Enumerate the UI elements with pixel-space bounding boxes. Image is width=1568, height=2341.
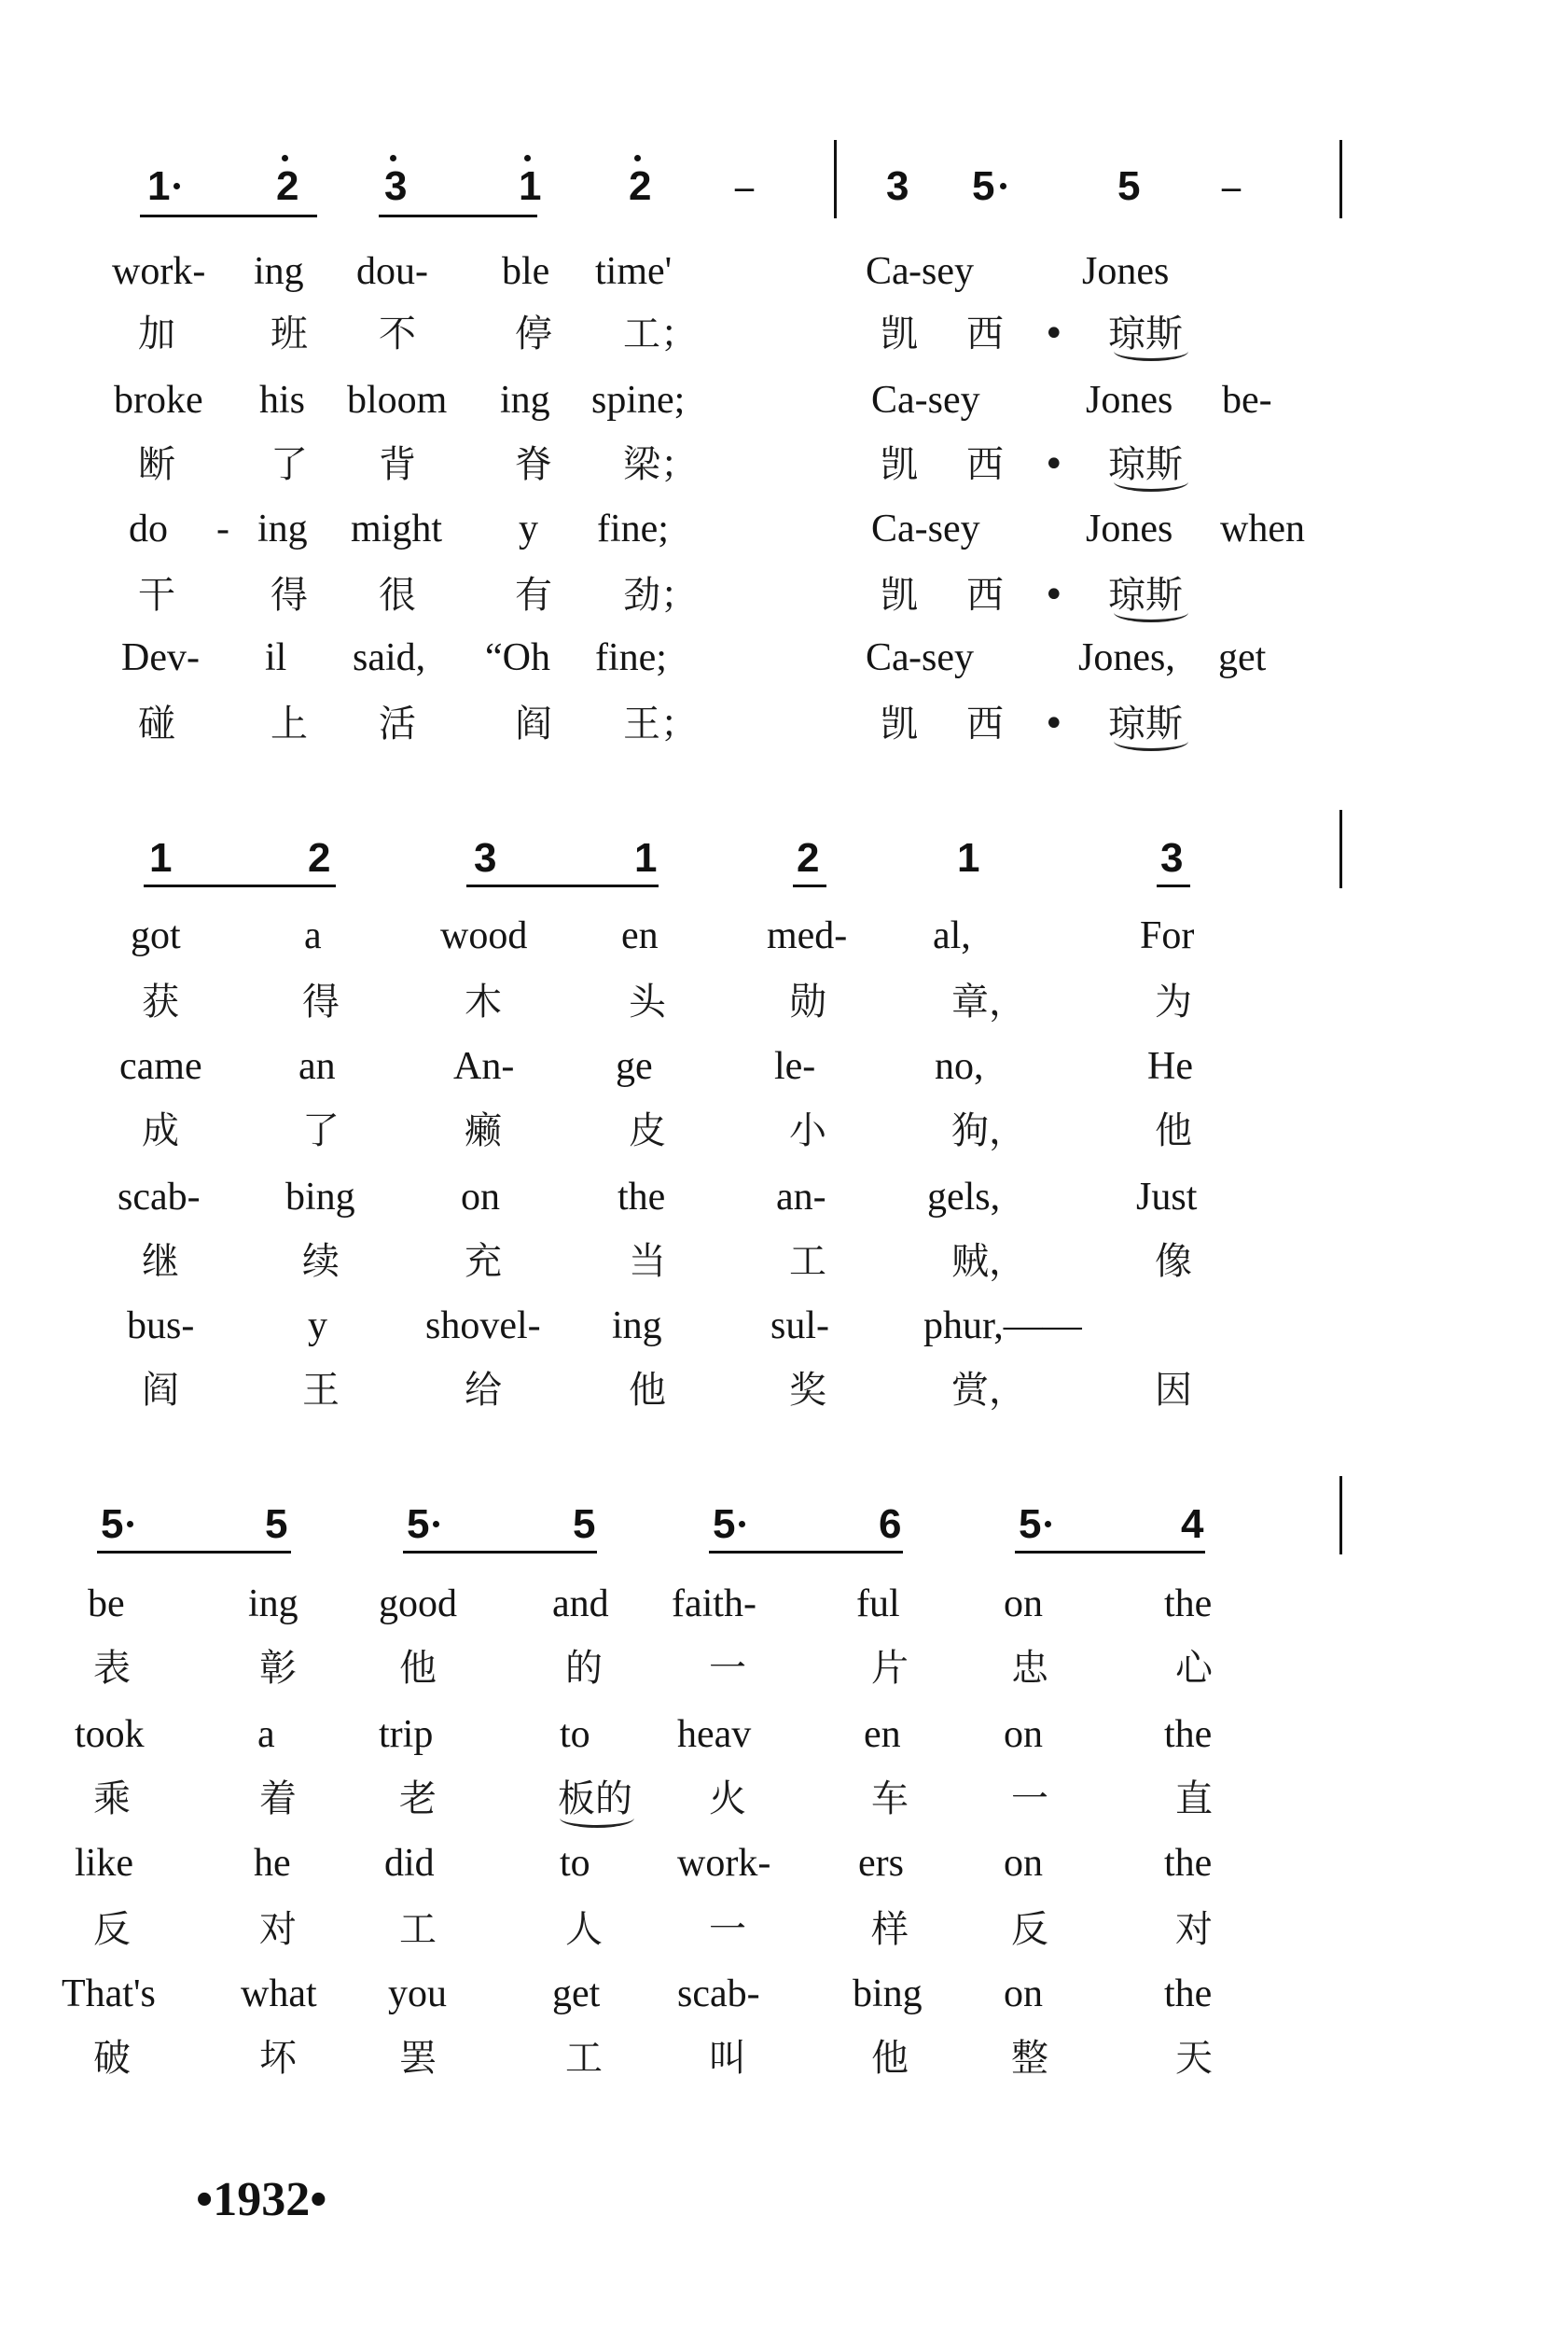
lyric-char: 表: [93, 1647, 131, 1690]
lyric-word: Ca: [866, 250, 909, 293]
lyric-word: bing: [853, 1972, 923, 2015]
lyric-char: 板的: [558, 1777, 632, 1820]
lyric-char: 叫: [709, 2037, 746, 2080]
lyric-char: 对: [259, 1908, 297, 1951]
dash: –: [735, 165, 754, 207]
lyric-char: 老: [399, 1777, 437, 1820]
beam: [709, 1551, 903, 1554]
lyric-word: en: [864, 1713, 901, 1756]
lyric-char: 因: [1155, 1369, 1192, 1412]
note: 5: [1117, 163, 1141, 209]
lyric-char: 天: [1175, 2037, 1213, 2080]
note: 3: [886, 163, 909, 209]
lyric-char: 罢: [399, 2037, 437, 2080]
lyric-char: 他: [1155, 1109, 1192, 1152]
lyric-word: -: [216, 508, 229, 550]
lyric-word: That's: [62, 1972, 156, 2015]
lyric-word: ful: [856, 1582, 900, 1625]
lyric-char: 不: [379, 313, 416, 355]
lyric-word: on: [461, 1176, 500, 1219]
octave-dot: [282, 155, 288, 161]
note: 1: [957, 835, 980, 881]
lyric-word: Ca-sey: [871, 379, 980, 422]
beam: [97, 1551, 291, 1554]
beam: [1015, 1551, 1205, 1554]
lyric-word: work-: [677, 1842, 771, 1885]
note: 3: [384, 163, 408, 209]
lyric-char: 西: [966, 313, 1004, 355]
note: 1: [147, 163, 171, 209]
lyric-word: ing: [500, 379, 550, 422]
lyric-char: 琼斯: [1108, 703, 1183, 745]
slur: [1114, 341, 1188, 361]
lyric-word: an-: [776, 1176, 826, 1219]
slur: [1114, 603, 1188, 622]
lyric-char: 癞: [465, 1109, 502, 1152]
lyric-word: be-: [1222, 379, 1272, 422]
lyric-char: 王: [302, 1369, 340, 1412]
lyric-char: 工: [565, 2037, 603, 2080]
lyric-word: ing: [612, 1304, 662, 1347]
note: 3: [474, 835, 497, 881]
note: 3: [1160, 835, 1184, 881]
note: 1: [149, 835, 173, 881]
barline: [1339, 140, 1342, 218]
lyric-char: 工；: [623, 313, 698, 355]
lyric-char: 背: [379, 443, 416, 486]
lyric-char: 琼斯: [1108, 443, 1183, 486]
lyric-word: dou-: [356, 250, 428, 293]
lyric-char: 他: [871, 2037, 909, 2080]
lyric-char: 忠: [1011, 1647, 1048, 1690]
lyric-char: 一: [709, 1908, 746, 1951]
lyric-word: the: [1164, 1842, 1213, 1885]
lyric-char: 的: [565, 1647, 603, 1690]
note: 5: [972, 163, 995, 209]
lyric-word: did: [384, 1842, 435, 1885]
lyric-char: 获: [142, 981, 179, 1024]
lyric-char: 贼，: [951, 1240, 1026, 1283]
lyric-char: 凯: [881, 703, 918, 745]
note: 4: [1181, 1501, 1204, 1547]
lyric-char: 干: [138, 574, 175, 617]
lyric-char: 很: [379, 574, 416, 617]
lyric-char: 赏，: [951, 1369, 1026, 1412]
lyric-word: Ca: [866, 636, 909, 679]
lyric-char: 他: [629, 1369, 666, 1412]
lyric-char: 加: [138, 313, 175, 355]
lyric-word: what: [241, 1972, 317, 2015]
lyric-char: 碰: [138, 703, 175, 745]
lyric-word: fine;: [597, 508, 669, 550]
lyric-char: 西: [966, 443, 1004, 486]
page-number: •1932•: [196, 2173, 327, 2226]
lyric-word: fine;: [595, 636, 667, 679]
lyric-word: Just: [1136, 1176, 1198, 1219]
lyric-char: 坏: [259, 2037, 297, 2080]
lyric-char: 彰: [259, 1647, 297, 1690]
lyric-char: 给: [465, 1369, 502, 1412]
lyric-word: y: [308, 1304, 327, 1347]
lyric-word: no,: [935, 1045, 984, 1088]
lyric-word: Jones: [1082, 250, 1170, 293]
lyric-word: the: [1164, 1582, 1213, 1625]
lyric-word: the: [1164, 1713, 1213, 1756]
lyric-char: •: [1043, 313, 1065, 355]
lyric-char: 凯: [881, 313, 918, 355]
lyric-word: Ca-sey: [871, 508, 980, 550]
lyric-word: il: [265, 636, 287, 679]
note: 2: [276, 163, 299, 209]
lyric-word: shovel-: [425, 1304, 541, 1347]
lyric-char: 木: [465, 981, 502, 1024]
lyric-char: 狗，: [951, 1109, 1026, 1152]
lyric-char: 人: [565, 1908, 603, 1951]
lyric-word: do: [129, 508, 168, 550]
octave-dot: [634, 155, 641, 161]
dash: –: [1222, 165, 1241, 207]
lyric-word: He: [1147, 1045, 1193, 1088]
note: 5: [265, 1501, 288, 1547]
lyric-char: 得: [302, 981, 340, 1024]
lyric-word: he: [254, 1842, 291, 1885]
lyric-char: 头: [629, 981, 666, 1024]
lyric-word: scab-: [118, 1176, 201, 1219]
lyric-char: 火: [709, 1777, 746, 1820]
note: 1: [519, 163, 542, 209]
lyric-char: 琼斯: [1108, 313, 1183, 355]
note: 6: [879, 1501, 902, 1547]
lyric-char: 为: [1155, 981, 1192, 1024]
lyric-word: Jones,: [1078, 636, 1175, 679]
lyric-char: •: [1043, 443, 1065, 486]
note: 2: [629, 163, 652, 209]
beam: [144, 885, 336, 887]
lyric-char: 工: [789, 1240, 826, 1283]
slur: [560, 1808, 634, 1828]
note: 5: [573, 1501, 596, 1547]
note: 5: [1019, 1501, 1042, 1547]
lyric-word: you: [388, 1972, 447, 2015]
beam: [379, 215, 537, 217]
lyric-char: 皮: [629, 1109, 666, 1152]
lyric-char: 劲；: [623, 574, 698, 617]
lyric-char: 得: [271, 574, 308, 617]
lyric-word: For: [1140, 914, 1195, 957]
note: 5: [713, 1501, 736, 1547]
lyric-char: 琼斯: [1108, 574, 1183, 617]
lyric-char: 脊: [515, 443, 552, 486]
lyric-char: 一: [1011, 1777, 1048, 1820]
lyric-char: 一: [709, 1647, 746, 1690]
lyric-char: 当: [629, 1240, 666, 1283]
lyric-word: al,: [933, 914, 971, 957]
lyric-word: faith-: [672, 1582, 756, 1625]
dot-mark: [127, 1521, 133, 1527]
octave-dot: [524, 155, 531, 161]
beam: [403, 1551, 597, 1554]
lyric-char: 奖: [789, 1369, 826, 1412]
lyric-char: 阎: [142, 1369, 179, 1412]
dot-mark: [739, 1521, 745, 1527]
lyric-char: 章，: [951, 981, 1026, 1024]
lyric-word: en: [621, 914, 659, 957]
lyric-char: 充: [465, 1240, 502, 1283]
lyric-word: came: [119, 1045, 202, 1088]
lyric-word: sul-: [770, 1304, 829, 1347]
lyric-word: ing: [257, 508, 308, 550]
lyric-word: bus-: [127, 1304, 195, 1347]
lyric-word: might: [351, 508, 443, 550]
lyric-word: get: [1218, 636, 1267, 679]
lyric-char: 破: [93, 2037, 131, 2080]
lyric-word: a: [257, 1713, 275, 1756]
lyric-char: 像: [1155, 1240, 1192, 1283]
lyric-char: 班: [271, 313, 308, 355]
lyric-word: ers: [858, 1842, 904, 1885]
lyric-word: to: [560, 1713, 590, 1756]
lyric-word: get: [552, 1972, 601, 2015]
lyric-word: trip: [379, 1713, 434, 1756]
lyric-word: work-: [112, 250, 206, 293]
lyric-word: time': [595, 250, 673, 293]
lyric-word: his: [259, 379, 306, 422]
note: 2: [308, 835, 331, 881]
dot-mark: [1045, 1521, 1051, 1527]
lyric-word: scab-: [677, 1972, 760, 2015]
lyric-word: broke: [114, 379, 203, 422]
lyric-word: An-: [453, 1045, 515, 1088]
octave-dot: [390, 155, 396, 161]
lyric-word: Dev-: [121, 636, 200, 679]
lyric-char: 凯: [881, 574, 918, 617]
lyric-char: 车: [871, 1777, 909, 1820]
lyric-char: 他: [399, 1647, 437, 1690]
lyric-char: 了: [302, 1109, 340, 1152]
lyric-char: 断: [138, 443, 175, 486]
beam: [466, 885, 659, 887]
lyric-word: ing: [254, 250, 304, 293]
lyric-word: Jones: [1086, 508, 1173, 550]
lyric-word: gels,: [927, 1176, 1001, 1219]
lyric-word: and: [552, 1582, 609, 1625]
lyric-char: 心: [1175, 1647, 1213, 1690]
lyric-char: 着: [259, 1777, 297, 1820]
lyric-word: phur,——: [923, 1304, 1082, 1347]
note: 5: [407, 1501, 430, 1547]
lyric-word: got: [131, 914, 181, 957]
lyric-word: a: [304, 914, 322, 957]
note: 5: [101, 1501, 124, 1547]
lyric-char: 续: [302, 1240, 340, 1283]
lyric-word: ing: [248, 1582, 298, 1625]
lyric-char: 工: [399, 1908, 437, 1951]
lyric-char: 阎: [515, 703, 552, 745]
lyric-char: 停: [515, 313, 552, 355]
beam: [1157, 885, 1190, 887]
lyric-word: ge: [616, 1045, 653, 1088]
note: 1: [634, 835, 658, 881]
lyric-char: 凯: [881, 443, 918, 486]
lyric-char: 对: [1175, 1908, 1213, 1951]
lyric-char: •: [1043, 574, 1065, 617]
lyric-word: said,: [353, 636, 426, 679]
slur: [1114, 732, 1188, 751]
lyric-word: -sey: [909, 636, 974, 679]
lyric-word: le-: [774, 1045, 816, 1088]
lyric-word: spine;: [591, 379, 686, 422]
lyric-word: be: [88, 1582, 125, 1625]
dot-mark: [433, 1521, 439, 1527]
lyric-word: took: [75, 1713, 145, 1756]
lyric-char: 活: [379, 703, 416, 745]
lyric-word: on: [1004, 1972, 1043, 2015]
lyric-word: on: [1004, 1842, 1043, 1885]
lyric-word: on: [1004, 1582, 1043, 1625]
lyric-char: 继: [142, 1240, 179, 1283]
lyric-word: Jones: [1086, 379, 1173, 422]
lyric-word: the: [1164, 1972, 1213, 2015]
lyric-char: 反: [93, 1908, 131, 1951]
lyric-char: 样: [871, 1908, 909, 1951]
lyric-char: 成: [142, 1109, 179, 1152]
lyric-char: 西: [966, 703, 1004, 745]
lyric-char: 梁；: [623, 443, 698, 486]
lyric-word: y: [519, 508, 538, 550]
lyric-word: to: [560, 1842, 590, 1885]
barline: [1339, 810, 1342, 888]
lyric-word: bing: [285, 1176, 355, 1219]
dot-mark: [1000, 183, 1006, 189]
lyric-char: 有: [515, 574, 552, 617]
lyric-word: heav: [677, 1713, 752, 1756]
lyric-word: -sey: [909, 250, 974, 293]
lyric-char: 整: [1011, 2037, 1048, 2080]
lyric-char: 小: [789, 1109, 826, 1152]
lyric-word: “Oh: [485, 636, 550, 679]
lyric-word: good: [379, 1582, 457, 1625]
lyric-word: on: [1004, 1713, 1043, 1756]
lyric-char: 直: [1175, 1777, 1213, 1820]
lyric-char: •: [1043, 703, 1065, 745]
lyric-char: 勋: [789, 981, 826, 1024]
beam: [140, 215, 317, 217]
slur: [1114, 472, 1188, 492]
dot-mark: [173, 183, 180, 189]
lyric-char: 上: [271, 703, 308, 745]
lyric-word: when: [1220, 508, 1305, 550]
barline: [834, 140, 837, 218]
lyric-word: wood: [440, 914, 528, 957]
lyric-word: ble: [502, 250, 550, 293]
lyric-word: the: [617, 1176, 666, 1219]
lyric-char: 王；: [623, 703, 698, 745]
beam: [793, 885, 826, 887]
lyric-char: 了: [271, 443, 308, 486]
lyric-char: 反: [1011, 1908, 1048, 1951]
lyric-word: like: [75, 1842, 133, 1885]
lyric-char: 片: [871, 1647, 909, 1690]
lyric-word: med-: [767, 914, 848, 957]
lyric-word: an: [298, 1045, 336, 1088]
lyric-word: bloom: [347, 379, 448, 422]
lyric-char: 西: [966, 574, 1004, 617]
lyric-char: 乘: [93, 1777, 131, 1820]
note: 2: [797, 835, 820, 881]
barline: [1339, 1476, 1342, 1554]
